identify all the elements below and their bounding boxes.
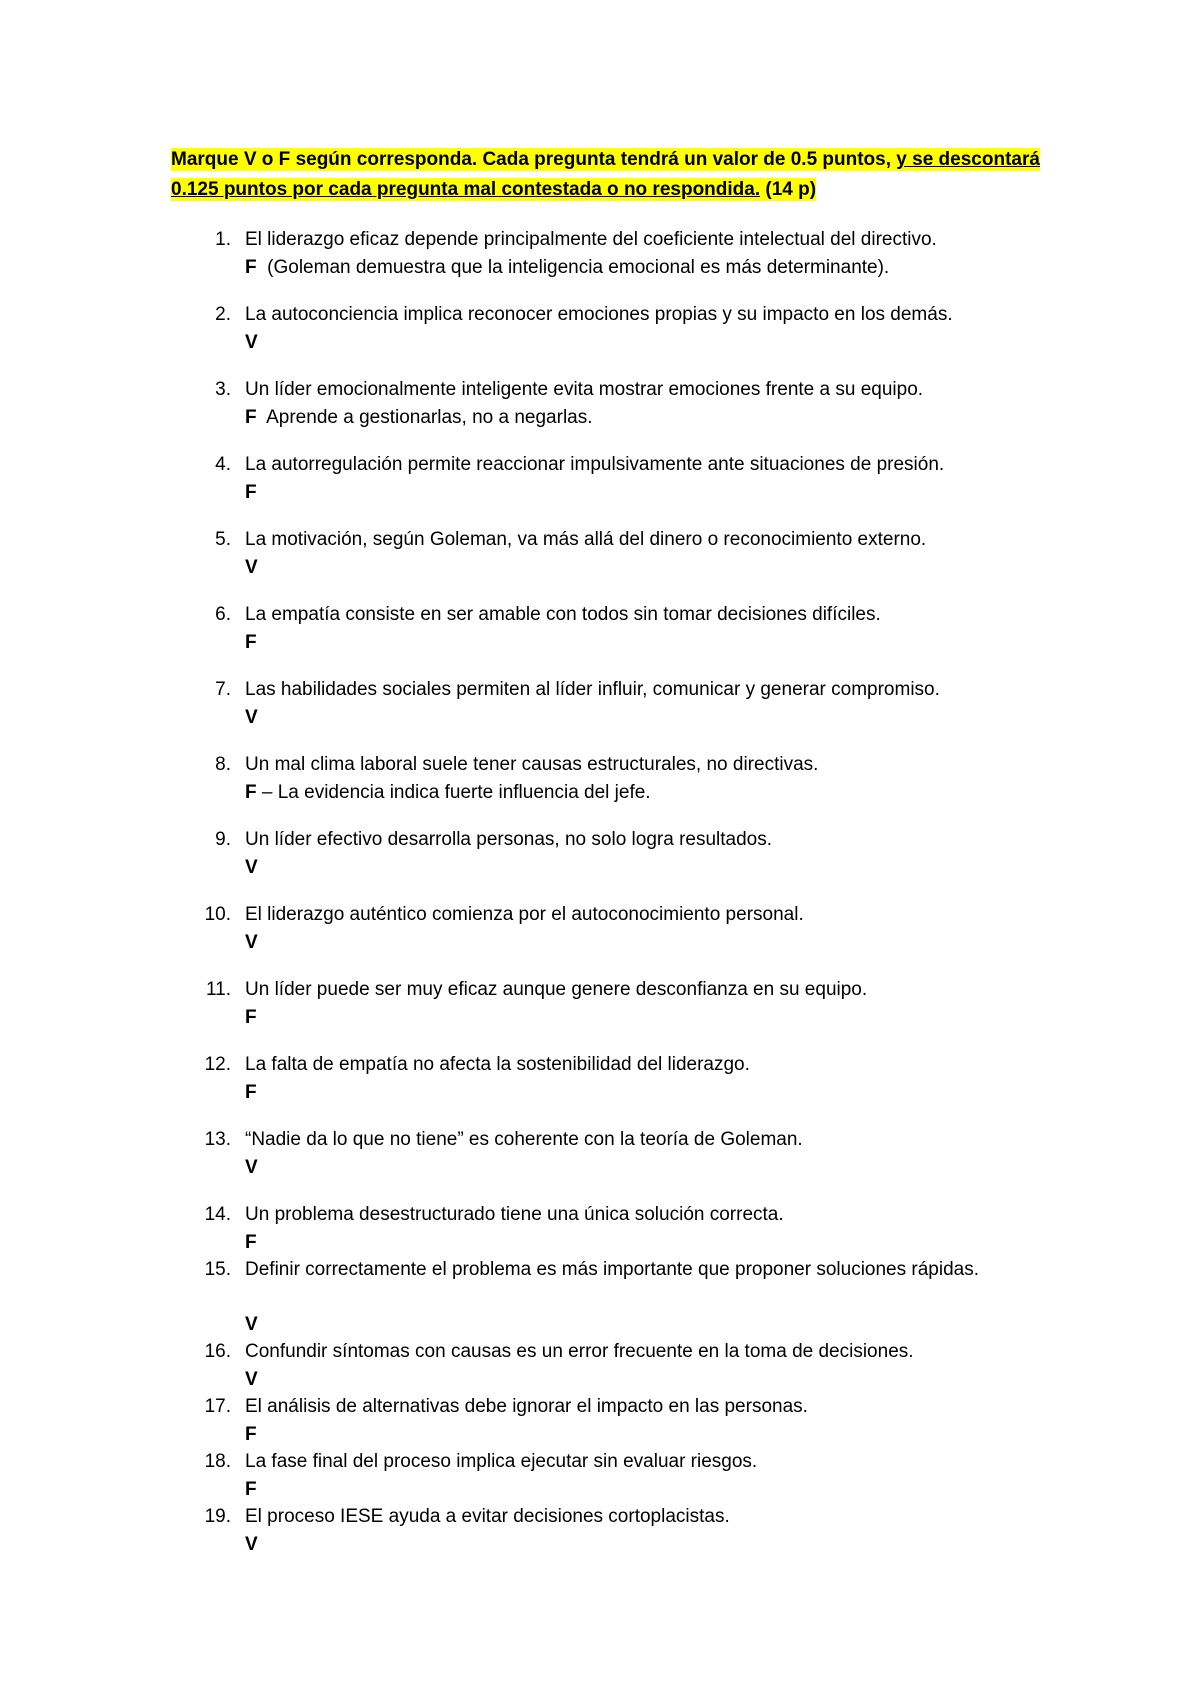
answer-explanation: (Goleman demuestra que la inteligencia emocional es más determinante). <box>256 257 890 278</box>
answer-line <box>245 629 257 657</box>
question-text: El análisis de alternativas debe ignorar el impacto en las personas. <box>245 1396 808 1417</box>
answer-letter: F <box>245 1007 257 1028</box>
question-number: 7. <box>215 679 231 700</box>
question-text: “Nadie da lo que no tiene” es coherente con la teoría de Goleman. <box>245 1129 803 1150</box>
question-number: 5. <box>215 529 231 550</box>
answer-letter: V <box>245 1369 258 1390</box>
question-number: 11. <box>205 979 231 1000</box>
answer-line <box>245 1154 258 1182</box>
question-number: 4. <box>215 454 231 475</box>
question-number: 3. <box>215 379 231 400</box>
question-text: El liderazgo eficaz depende principalmente del coeficiente intelectual del directivo. <box>245 229 937 250</box>
answer-line <box>245 554 258 582</box>
question-text: Las habilidades sociales permiten al líder influir, comunicar y generar compromiso. <box>245 679 940 700</box>
answer-letter: F <box>245 1082 257 1103</box>
question-text: Confundir síntomas con causas es un error frecuente en la toma de decisiones. <box>245 1341 914 1362</box>
answer-letter: V <box>245 857 258 878</box>
answer-line <box>245 479 257 507</box>
question-text: La fase final del proceso implica ejecutar sin evaluar riesgos. <box>245 1451 758 1472</box>
instructions-text-highlighted: Marque V o F según corresponda. Cada pregunta tendrá un valor de 0.5 puntos, <box>171 149 897 170</box>
question-text: Un líder efectivo desarrolla personas, no solo logra resultados. <box>245 829 773 850</box>
answer-line <box>245 1229 257 1257</box>
answer-line <box>245 1311 258 1339</box>
question-number: 2. <box>215 304 231 325</box>
question-number: 12. <box>204 1054 231 1075</box>
answer-letter: F <box>245 407 257 428</box>
answer-line <box>245 1476 257 1504</box>
answer-line <box>245 1421 257 1449</box>
instructions-paragraph <box>171 145 1051 205</box>
question-number: 15. <box>204 1259 231 1280</box>
answer-line <box>245 1004 257 1032</box>
question-text: La falta de empatía no afecta la sostenibilidad del liderazgo. <box>245 1054 750 1075</box>
question-number: 8. <box>215 754 231 775</box>
question-number: 13. <box>204 1129 231 1150</box>
question-text: La autoconciencia implica reconocer emociones propias y su impacto en los demás. <box>245 304 953 325</box>
answer-letter: F <box>245 257 257 278</box>
question-text: Definir correctamente el problema es más importante que proponer soluciones rápidas. <box>245 1259 979 1280</box>
question-number: 6. <box>215 604 231 625</box>
answer-letter: V <box>245 707 258 728</box>
question-text: La empatía consiste en ser amable con todos sin tomar decisiones difíciles. <box>245 604 881 625</box>
question-number: 10. <box>204 904 231 925</box>
question-text: Un mal clima laboral suele tener causas estructurales, no directivas. <box>245 754 819 775</box>
answer-letter: V <box>245 932 258 953</box>
answer-line <box>245 1079 257 1107</box>
question-text: Un líder emocionalmente inteligente evita mostrar emociones frente a su equipo. <box>245 379 924 400</box>
answer-letter: V <box>245 557 258 578</box>
question-text: El proceso IESE ayuda a evitar decisiones cortoplacistas. <box>245 1506 730 1527</box>
answer-line <box>245 404 593 432</box>
answer-line <box>245 329 258 357</box>
question-number: 18. <box>204 1451 231 1472</box>
answer-letter: V <box>245 1157 258 1178</box>
question-text: Un problema desestructurado tiene una única solución correcta. <box>245 1204 784 1225</box>
question-text: La autorregulación permite reaccionar impulsivamente ante situaciones de presión. <box>245 454 945 475</box>
question-number: 16. <box>204 1341 231 1362</box>
answer-letter: F <box>245 1232 257 1253</box>
question-number: 17. <box>204 1396 231 1417</box>
question-number: 14. <box>204 1204 231 1225</box>
answer-line <box>245 704 258 732</box>
answer-line <box>245 779 651 807</box>
question-text: La motivación, según Goleman, va más allá del dinero o reconocimiento externo. <box>245 529 927 550</box>
answer-letter: F <box>245 632 257 653</box>
question-text: El liderazgo auténtico comienza por el autoconocimiento personal. <box>245 904 804 925</box>
question-number: 9. <box>215 829 231 850</box>
answer-line <box>245 854 258 882</box>
instructions-points: (14 p) <box>760 179 817 200</box>
answer-line <box>245 1366 258 1394</box>
answer-letter: V <box>245 332 258 353</box>
answer-letter: V <box>245 1534 258 1555</box>
answer-line <box>245 1531 258 1559</box>
question-number: 19. <box>204 1506 231 1527</box>
answer-explanation: Aprende a gestionarlas, no a negarlas. <box>256 407 593 428</box>
answer-explanation: – La evidencia indica fuerte influencia del jefe. <box>256 782 651 803</box>
answer-letter: F <box>245 782 257 803</box>
answer-letter: V <box>245 1314 258 1335</box>
answer-letter: F <box>245 482 257 503</box>
answer-letter: F <box>245 1424 257 1445</box>
answer-letter: F <box>245 1479 257 1500</box>
instructions-text-underlined: y se descontará 0.125 puntos por cada pregunta mal contestada o no respondida. <box>171 149 1040 200</box>
answer-line <box>245 254 889 282</box>
question-text: Un líder puede ser muy eficaz aunque genere desconfianza en su equipo. <box>245 979 868 1000</box>
question-number: 1. <box>215 229 231 250</box>
answer-line <box>245 929 258 957</box>
